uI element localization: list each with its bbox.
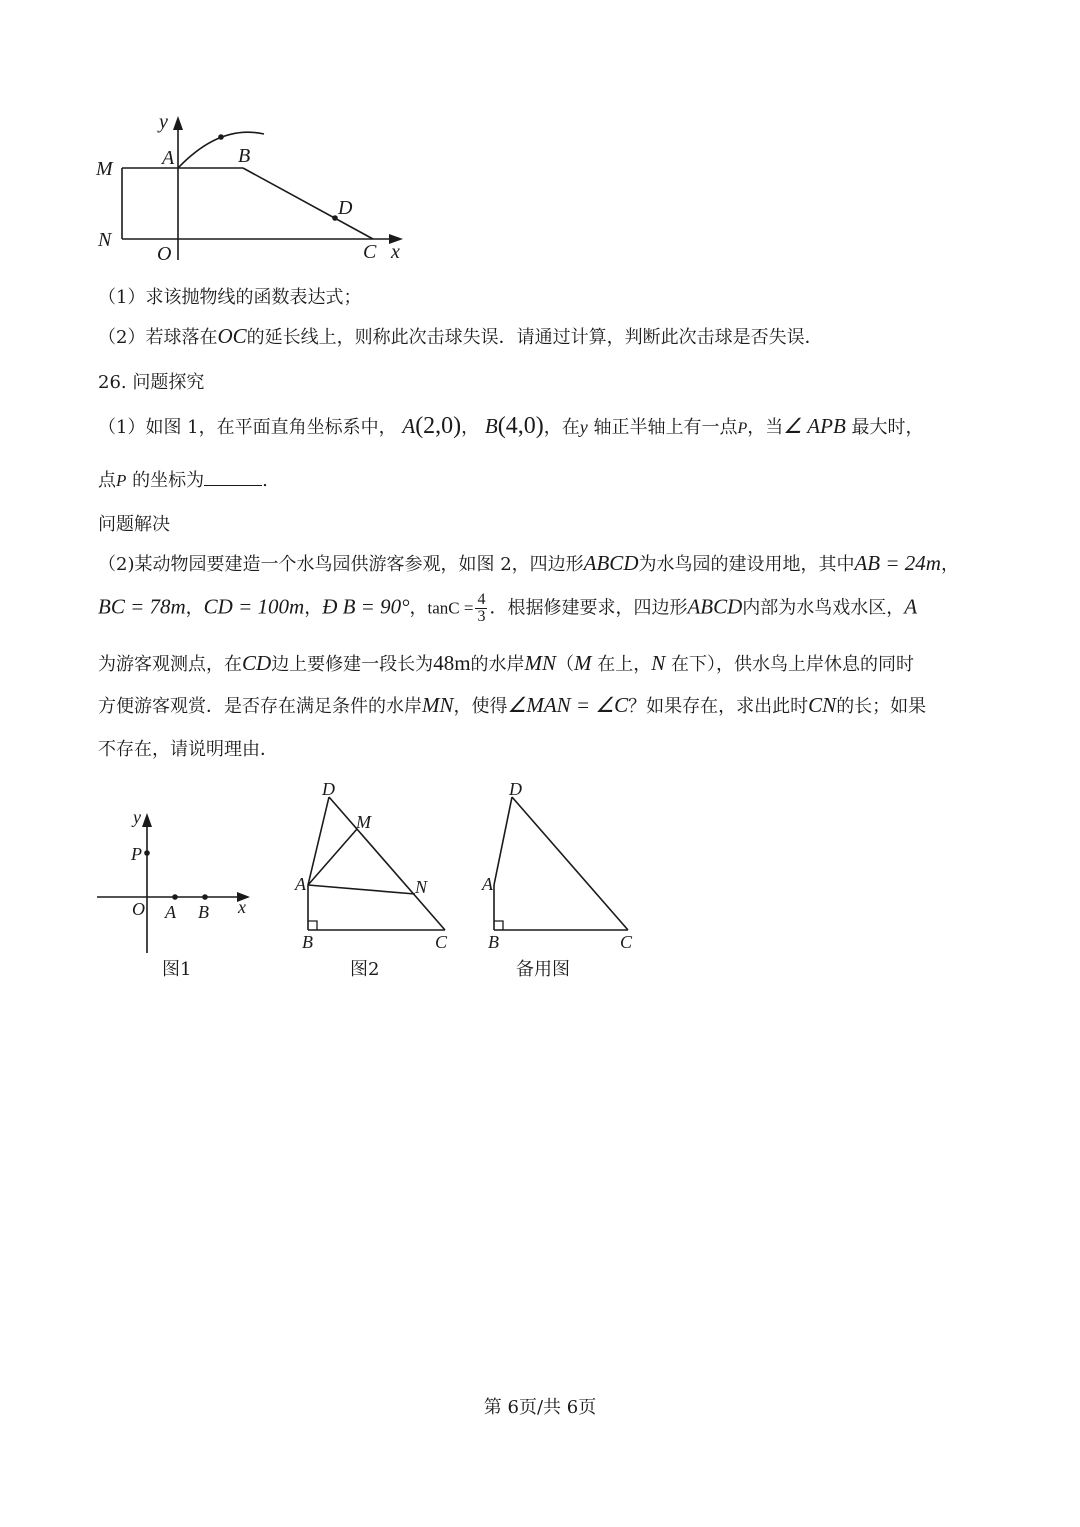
label-M: M (96, 158, 113, 180)
q25-part2: （2）若球落在OC的延长线上，则称此次击球失误．请通过计算，判断此次击球是否失误． (98, 324, 823, 348)
label-N: N (98, 229, 112, 251)
slope-BC (243, 168, 373, 239)
fig1-label-x: x (238, 897, 246, 917)
fig2-label-A: A (295, 874, 306, 894)
label-y: y (159, 111, 168, 133)
fig3-caption: 备用图 (516, 959, 570, 980)
point-D (332, 215, 338, 221)
fig3-label-A: A (482, 874, 493, 894)
label-A: A (162, 147, 175, 169)
fig3-label-D: D (509, 779, 522, 799)
label-x: x (391, 241, 400, 263)
label-B: B (238, 145, 251, 167)
fig2-label-C: C (435, 932, 448, 952)
fig3-label-B: B (488, 932, 499, 952)
fig1-label-B: B (198, 902, 209, 922)
q26-part2-line2: BC = 78m，CD = 100m，Ð B = 90°，tanC = $\frac{4}{3}$ ．根据修建要求，四边形ABCD内部为水鸟戏水区，A (98, 591, 918, 625)
fig2-label-M: M (356, 812, 371, 832)
page-footer: 第 6页/共 6页 (483, 1397, 597, 1418)
fig1-point-B (202, 894, 208, 900)
label-O: O (157, 243, 172, 265)
fig3-label-C: C (620, 932, 633, 952)
fig3-right-angle-mark (494, 921, 503, 930)
y-axis-arrow (173, 116, 183, 130)
fig2-right-angle-mark (308, 921, 317, 930)
q26-part2-line4: 方便游客观赏．是否存在满足条件的水岸MN，使得∠MAN = ∠C？如果存在，求出此时CN的长；如果 (98, 693, 927, 717)
fig1-label-y: y (133, 807, 141, 827)
fig1-label-A: A (165, 902, 176, 922)
q26-heading: 26. 问题探究 (98, 372, 205, 393)
q26-part2-line1: （2)某动物园要建造一个水鸟园供游客参观，如图 2，四边形ABCD为水鸟园的建设用地，其中AB = 24m， (98, 551, 959, 575)
fig2-DC (329, 797, 445, 930)
fig2-label-B: B (302, 932, 313, 952)
tan-fraction: $\frac{4}{3}$ (477, 591, 486, 625)
fig2-caption: 图2 (350, 959, 380, 980)
fig1-caption: 图1 (162, 959, 192, 980)
parabola-point (218, 134, 224, 140)
figure-1 (92, 805, 262, 985)
trajectory-figure (90, 108, 420, 268)
q25-part1: （1）求该抛物线的函数表达式； (98, 287, 362, 308)
fig2-label-N: N (415, 877, 428, 897)
fig2-label-D: D (322, 779, 335, 799)
fig1-point-A (172, 894, 178, 900)
figure-backup (478, 778, 648, 988)
fig3-AD (494, 797, 512, 885)
fig1-label-O: O (132, 899, 145, 919)
fig1-label-P: P (131, 844, 142, 864)
q26-section2: 问题解决 (98, 514, 170, 535)
fig1-point-P (144, 850, 150, 856)
label-C: C (363, 241, 377, 263)
q26-part1-line1: （1）如图 1，在平面直角坐标系中， A(2,0)， B(4,0)，在y 轴正半轴上有一点P，当∠ APB 最大时， (98, 413, 924, 439)
label-D: D (338, 197, 353, 219)
fig2-AN (308, 885, 415, 894)
q26-part2-line3: 为游客观测点，在CD边上要修建一段长为48m的水岸MN（M 在上，N 在下），供水鸟上岸休息的同时 (98, 651, 915, 675)
q26-part1-line2: 点P 的坐标为 . (98, 470, 268, 491)
answer-blank (204, 469, 262, 486)
fig1-y-arrow (142, 813, 152, 827)
figure-2 (290, 778, 460, 988)
fig3-DC (512, 797, 628, 930)
q26-part2-line5: 不存在，请说明理由． (98, 739, 278, 760)
